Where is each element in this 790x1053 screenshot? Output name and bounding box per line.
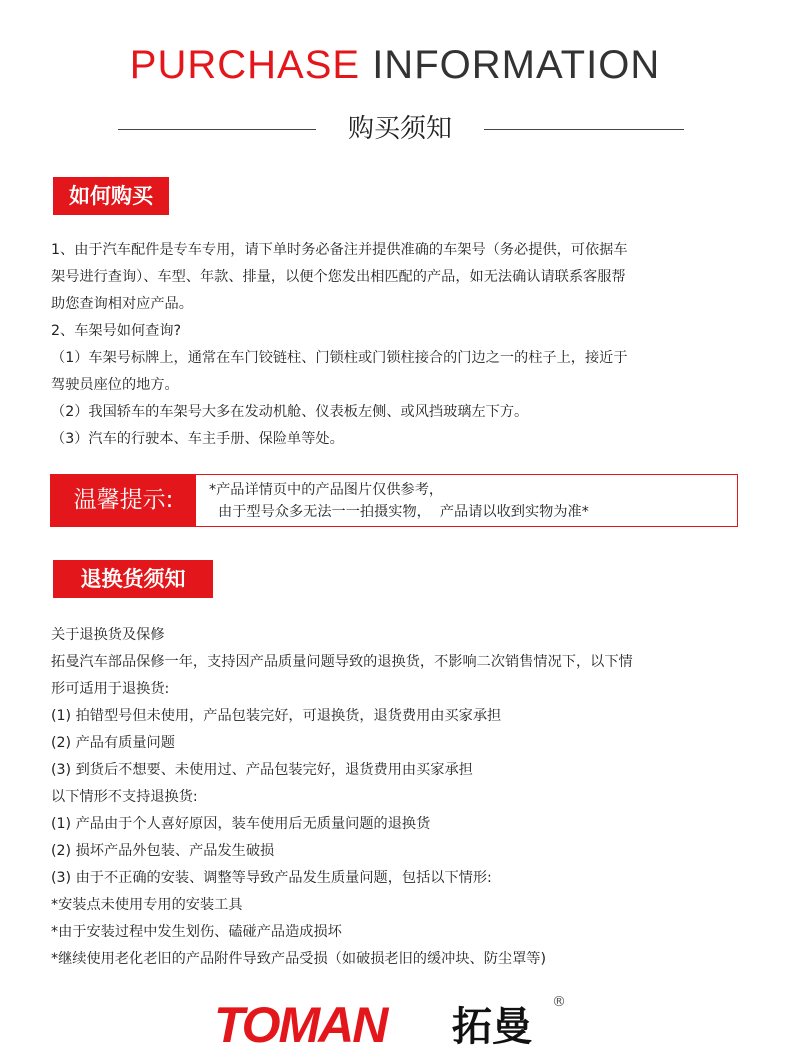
logo-brand: TOMAN bbox=[214, 997, 387, 1050]
divider-left bbox=[118, 129, 316, 130]
text-line: 驾驶员座位的地方。 bbox=[51, 377, 179, 393]
text-line: 关于退换货及保修 bbox=[51, 627, 165, 643]
text-line: 架号进行查询）、车型、年款、排量，以便个您发出相匹配的产品，如无法确认请联系客服帮 bbox=[51, 269, 626, 285]
text-line: (1) 产品由于个人喜好原因，装车使用后无质量问题的退换货 bbox=[51, 816, 431, 832]
text-line: 1、由于汽车配件是专车专用，请下单时务必备注并提供准确的车架号（务必提供，可依据车 bbox=[51, 242, 628, 258]
text-line: 形可适用于退换货: bbox=[51, 681, 170, 697]
text-line: (3) 由于不正确的安装、调整等导致产品发生质量问题，包括以下情形: bbox=[51, 870, 492, 886]
text-line: *安装点未使用专用的安装工具 bbox=[51, 897, 243, 913]
section-tag-how-to-buy: 如何购买 bbox=[53, 177, 169, 215]
notice-line: *产品详情页中的产品图片仅供参考， bbox=[209, 482, 444, 498]
notice-box bbox=[50, 474, 738, 527]
registered-mark: ® bbox=[552, 994, 566, 1010]
text-line: 拓曼汽车部品保修一年，支持因产品质量问题导致的退换货，不影响二次销售情况下，以下情 bbox=[51, 654, 633, 670]
subtitle-row bbox=[0, 106, 790, 152]
text-line: （1）车架号标牌上，通常在车门铰链柱、门锁柱或门锁柱接合的门边之一的柱子上，接近于 bbox=[51, 350, 628, 366]
text-line: (2) 产品有质量问题 bbox=[51, 735, 175, 751]
divider-right bbox=[484, 129, 684, 130]
notice-label: 温馨提示: bbox=[51, 475, 196, 526]
page-title-en bbox=[0, 38, 790, 92]
text-line: （3）汽车的行驶本、车主手册、保险单等处。 bbox=[51, 431, 344, 447]
how-to-buy-text bbox=[51, 237, 741, 453]
title-purchase: PURCHASE bbox=[129, 43, 361, 87]
logo-brand-cn: 拓曼 bbox=[452, 1004, 532, 1050]
returns-text bbox=[51, 622, 741, 973]
text-line: (2) 损坏产品外包装、产品发生破损 bbox=[51, 843, 275, 859]
text-line: (1) 拍错型号但未使用，产品包装完好，可退换货，退货费用由买家承担 bbox=[51, 708, 502, 724]
page-title-cn: 购买须知 bbox=[347, 114, 452, 144]
text-line: 助您查询相对应产品。 bbox=[51, 296, 193, 312]
text-line: 以下情形不支持退换货: bbox=[51, 789, 198, 805]
text-line: （2）我国轿车的车架号大多在发动机舱、仪表板左侧、或风挡玻璃左下方。 bbox=[51, 404, 529, 420]
text-line: *继续使用老化老旧的产品附件导致产品受损（如破损老旧的缓冲块、防尘罩等) bbox=[51, 951, 547, 967]
text-line: (3) 到货后不想要、未使用过、产品包装完好，退货费用由买家承担 bbox=[51, 762, 473, 778]
text-line: *由于安装过程中发生划伤、磕碰产品造成损坏 bbox=[51, 924, 342, 940]
section-tag-returns: 退换货须知 bbox=[53, 560, 213, 598]
notice-line: 由于型号众多无法一一拍摄实物， 产品请以收到实物为准* bbox=[209, 504, 589, 520]
toman-logo bbox=[0, 990, 790, 1050]
notice-text bbox=[209, 479, 589, 523]
title-information: INFORMATION bbox=[372, 43, 661, 87]
text-line: 2、车架号如何查询? bbox=[51, 323, 182, 339]
